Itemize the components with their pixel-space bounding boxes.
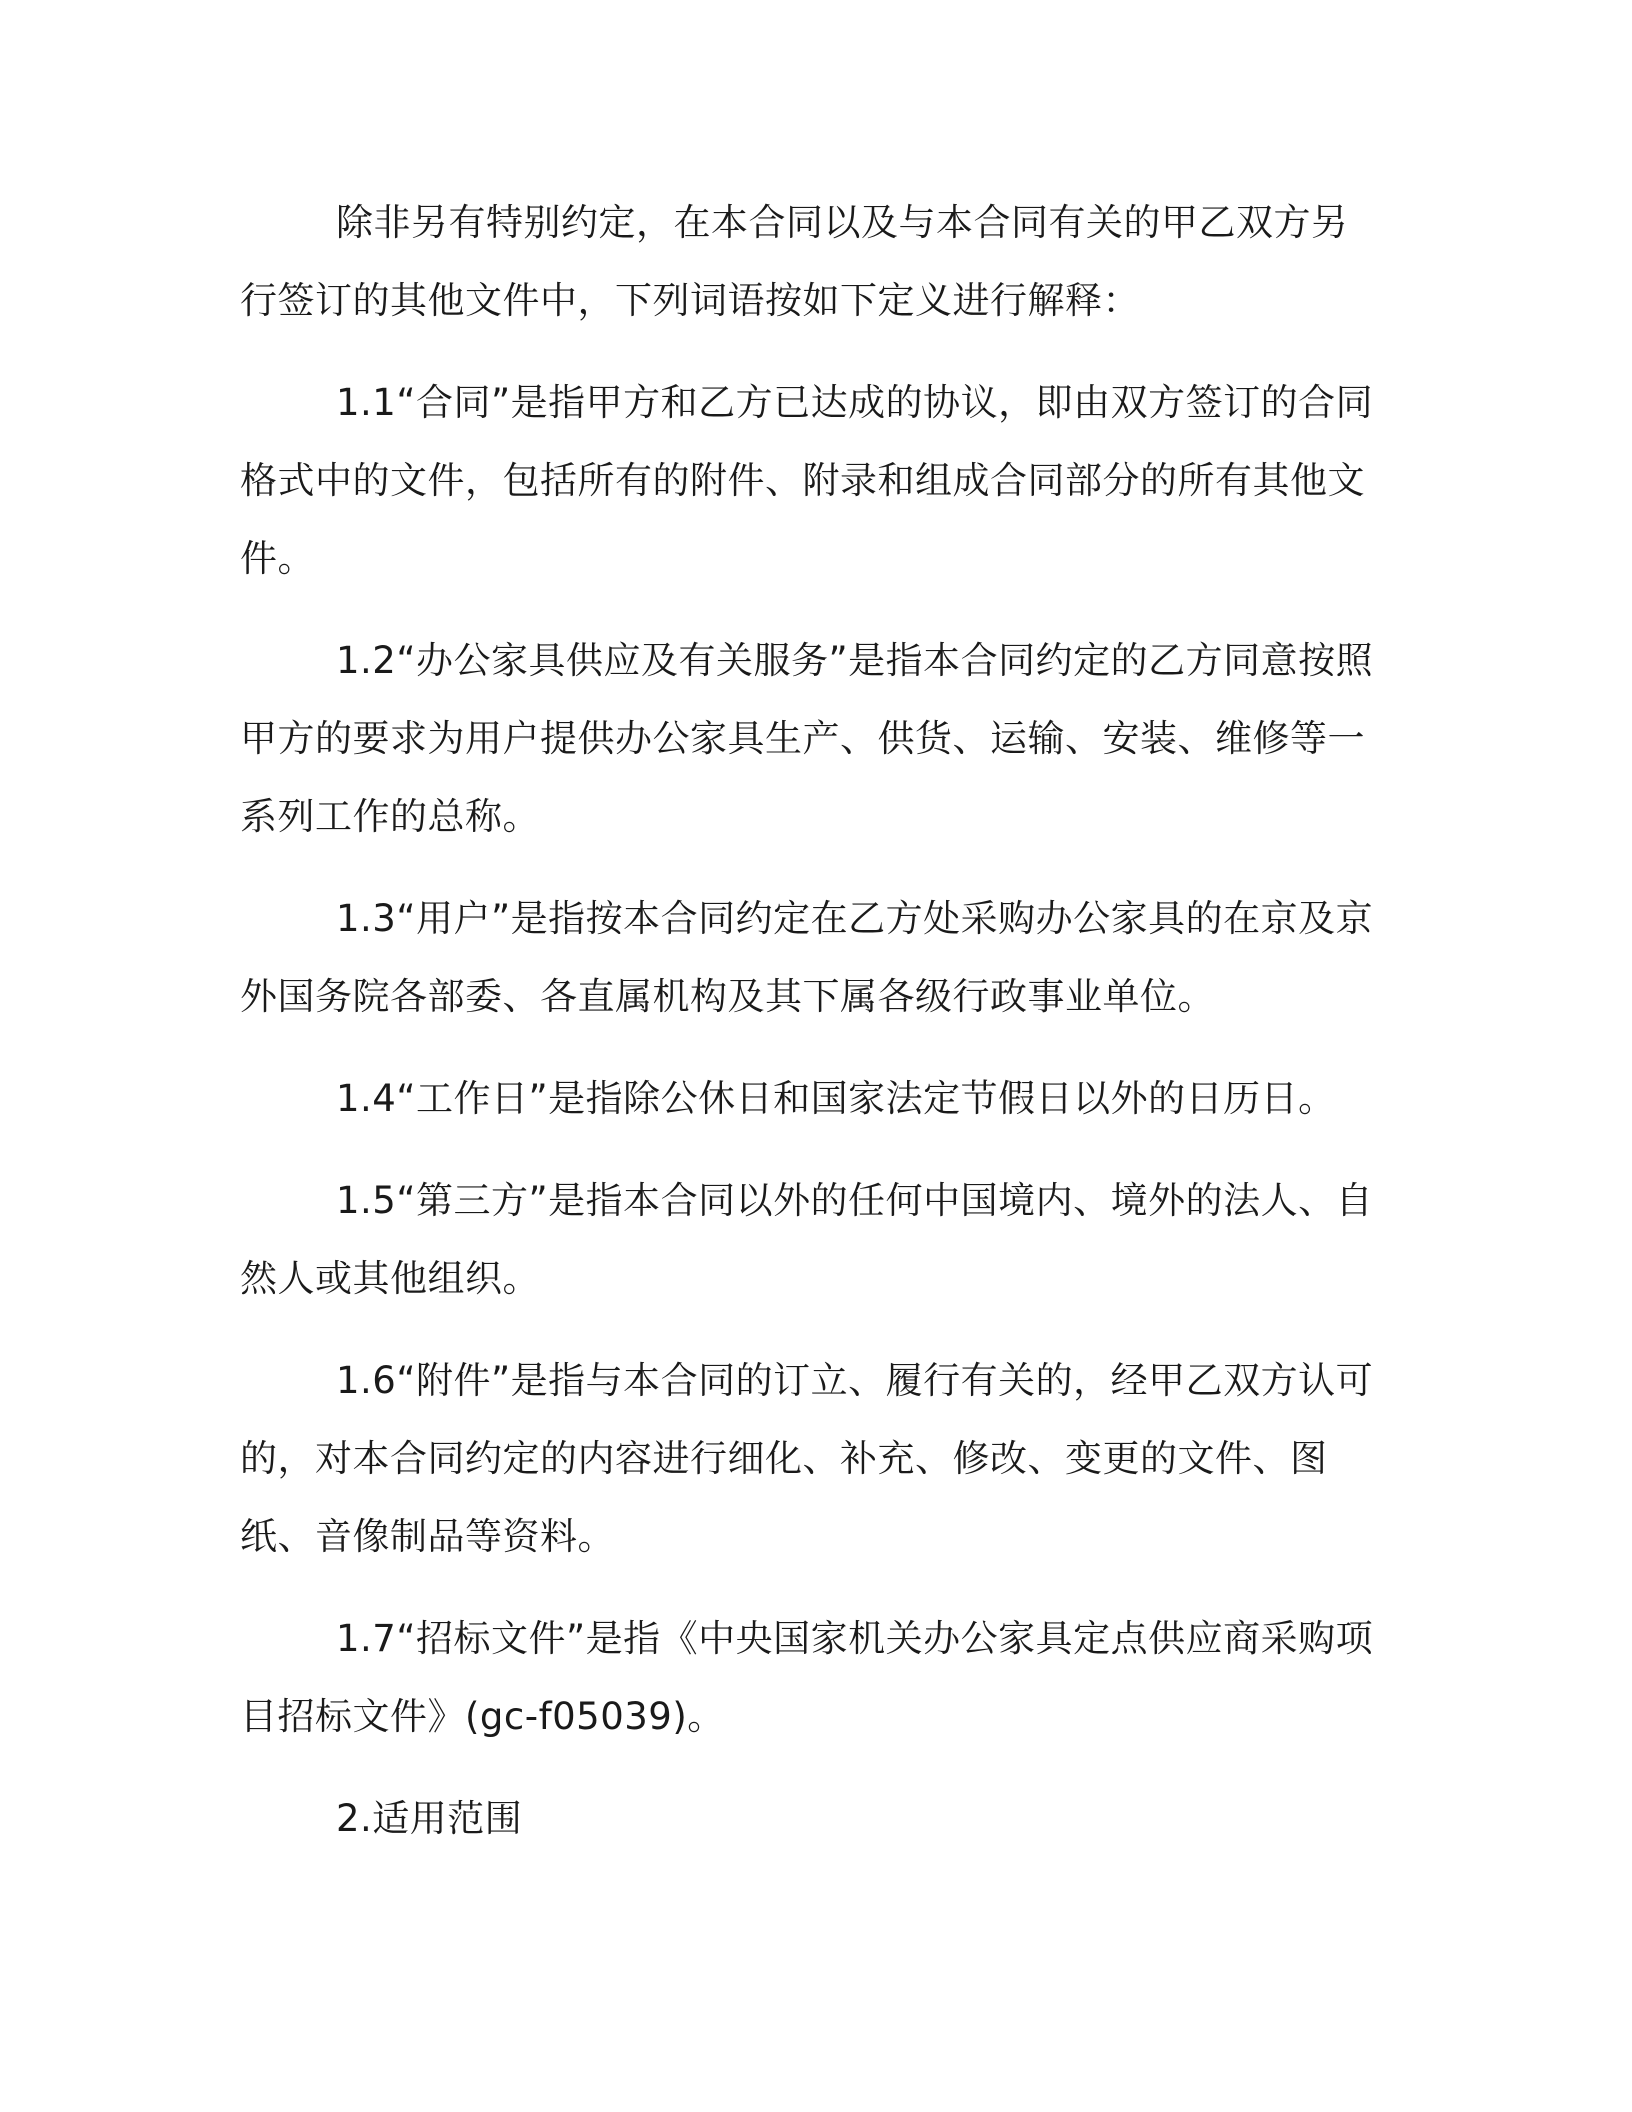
definition-1-6-attachment: 1.6“附件”是指与本合同的订立、履行有关的，经甲乙双方认可的，对本合同约定的内容进行细化、补充、修改、变更的文件、图纸、音像制品等资料。 [240,1359,1374,1558]
section-heading-scope: 2.适用范围 [336,1797,523,1840]
definition-1-2-services: 1.2“办公家具供应及有关服务”是指本合同约定的乙方同意按照甲方的要求为用户提供办公家具生产、供货、运输、安装、维修等一系列工作的总称。 [240,639,1374,838]
document-body [240,184,1380,1858]
definition-1-7-tender-document: 1.7“招标文件”是指《中央国家机关办公家具定点供应商采购项目招标文件》(gc-f05039)。 [240,1617,1374,1738]
intro-paragraph: 除非另有特别约定，在本合同以及与本合同有关的甲乙双方另行签订的其他文件中，下列词语按如下定义进行解释： [240,201,1349,322]
definition-1-4-workday: 1.4“工作日”是指除公休日和国家法定节假日以外的日历日。 [336,1077,1336,1120]
definition-1-1-contract: 1.1“合同”是指甲方和乙方已达成的协议，即由双方签订的合同格式中的文件，包括所有的附件、附录和组成合同部分的所有其他文件。 [240,381,1374,580]
definition-1-5-third-party: 1.5“第三方”是指本合同以外的任何中国境内、境外的法人、自然人或其他组织。 [240,1179,1374,1300]
definition-1-3-user: 1.3“用户”是指按本合同约定在乙方处采购办公家具的在京及京外国务院各部委、各直属机构及其下属各级行政事业单位。 [240,897,1374,1018]
